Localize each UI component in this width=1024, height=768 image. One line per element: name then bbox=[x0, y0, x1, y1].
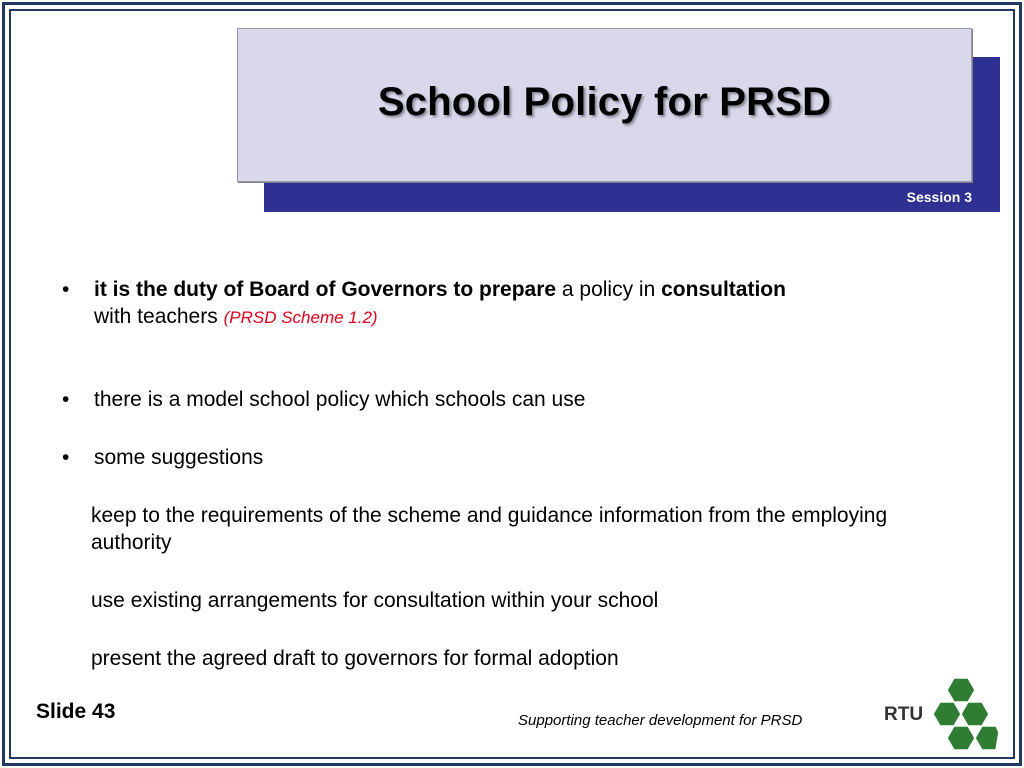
bullet-bold-lead: it is the duty of Board of Governors to prepare bbox=[94, 278, 557, 301]
title-box bbox=[237, 28, 972, 182]
suggestion-item: keep to the requirements of the scheme and guidance information from the employing authority bbox=[91, 504, 888, 554]
suggestion-item: present the agreed draft to governors for formal adoption bbox=[91, 647, 619, 670]
bullet-marker: • bbox=[62, 388, 70, 411]
bullet-item bbox=[58, 276, 958, 331]
bullet-text: some suggestions bbox=[94, 446, 264, 469]
hexagon-cluster-icon bbox=[933, 678, 999, 750]
slide-title: School Policy for PRSD bbox=[377, 79, 832, 124]
footer-text: Supporting teacher development for PRSD bbox=[518, 712, 803, 729]
bullet-bold-tail: consultation bbox=[661, 278, 786, 301]
bullet-marker: • bbox=[62, 278, 70, 301]
bullet-text-mid: a policy in bbox=[556, 278, 662, 301]
rtu-logo bbox=[882, 672, 1000, 754]
bullet-citation: (PRSD Scheme 1.2) bbox=[223, 308, 378, 327]
slide-number: Slide 43 bbox=[36, 700, 116, 723]
logo-text: RTU bbox=[884, 704, 924, 725]
bullet-item bbox=[58, 444, 958, 471]
bullet-text-line2: with teachers bbox=[94, 305, 218, 328]
slide-content bbox=[58, 276, 958, 672]
bullet-marker: • bbox=[62, 446, 70, 469]
session-label: Session 3 bbox=[906, 189, 972, 205]
suggestion-item: use existing arrangements for consultation within your school bbox=[91, 589, 659, 612]
bullet-item bbox=[58, 386, 958, 413]
bullet-text: there is a model school policy which schools can use bbox=[94, 388, 586, 411]
